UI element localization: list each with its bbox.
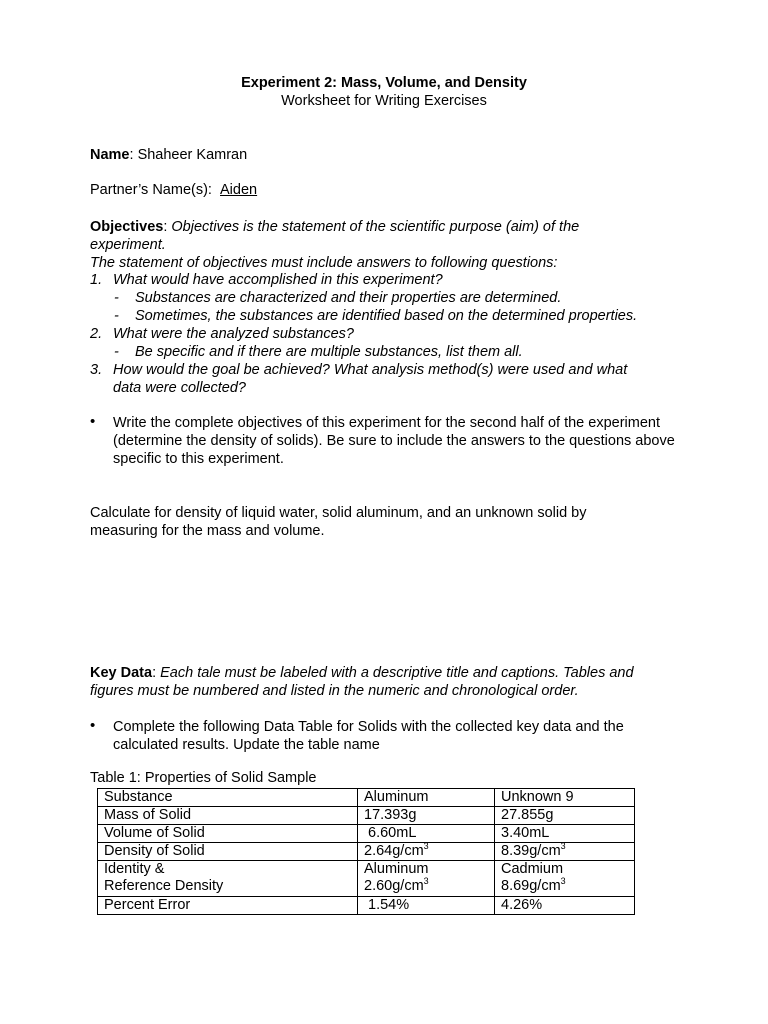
unit-superscript: 3 bbox=[560, 876, 566, 887]
answer-line2: measuring for the mass and volume. bbox=[90, 523, 325, 539]
table-cell: Aluminum bbox=[358, 789, 495, 807]
question-2-sub-1: Be specific and if there are multiple substances, list them all. bbox=[135, 344, 523, 360]
keydata-separator: : bbox=[152, 665, 161, 681]
keydata-text-line2: figures must be numbered and listed in the numeric and chronological order. bbox=[90, 683, 579, 699]
cell-line: Aluminum bbox=[364, 861, 429, 877]
table-cell: 27.855g bbox=[495, 807, 635, 825]
question-2-dash-1: - bbox=[114, 344, 119, 360]
question-1-sub-1: Substances are characterized and their properties are determined. bbox=[135, 290, 562, 306]
table-cell bbox=[358, 843, 495, 861]
unit-superscript: 3 bbox=[423, 841, 429, 852]
keydata-text-line1: Each tale must be labeled with a descriptive title and captions. Tables and bbox=[160, 665, 634, 681]
question-3-number: 3. bbox=[90, 362, 103, 378]
table-row bbox=[98, 843, 635, 861]
table-cell: 17.393g bbox=[358, 807, 495, 825]
table-cell: Substance bbox=[98, 789, 358, 807]
question-1-sub-2: Sometimes, the substances are identified based on the determined properties. bbox=[135, 308, 638, 324]
objectives-text-line1: Objectives is the statement of the scientific purpose (aim) of the bbox=[171, 219, 580, 235]
objectives-label: Objectives bbox=[90, 219, 164, 235]
table-cell: 3.40mL bbox=[495, 825, 635, 843]
table-cell: 6.60mL bbox=[358, 825, 495, 843]
solids-data-table bbox=[97, 788, 635, 915]
keydata-label: Key Data bbox=[90, 665, 153, 681]
bullet-objectives-text: Write the complete objectives of this experiment for the second half of the experiment (determine the density of solids). Be sure to include the answers to the questions above specific to this experiment. bbox=[113, 415, 675, 467]
table-cell bbox=[98, 861, 358, 897]
objectives-text-line3: The statement of objectives must include answers to following questions: bbox=[90, 255, 558, 271]
objectives-line1 bbox=[90, 218, 579, 236]
question-2-number: 2. bbox=[90, 326, 103, 342]
density-value: 8.39g/cm bbox=[501, 843, 561, 859]
table-cell: 1.54% bbox=[358, 897, 495, 915]
bullet-dot-icon: • bbox=[90, 717, 96, 734]
name-value: Shaheer Kamran bbox=[137, 147, 248, 163]
cell-line bbox=[501, 878, 628, 895]
cell-line: Identity & bbox=[104, 861, 165, 877]
table-row bbox=[98, 825, 635, 843]
unit-superscript: 3 bbox=[560, 841, 566, 852]
partner-label: Partner’s Name(s): bbox=[90, 182, 212, 198]
cell-line: Cadmium bbox=[501, 861, 564, 877]
document-title: Experiment 2: Mass, Volume, and Density bbox=[241, 75, 527, 91]
table-cell: 4.26% bbox=[495, 897, 635, 915]
partner-value: Aiden bbox=[220, 182, 258, 198]
density-value: 2.64g/cm bbox=[364, 843, 424, 859]
table-caption: Table 1: Properties of Solid Sample bbox=[90, 770, 317, 786]
bullet-table-text: Complete the following Data Table for Solids with the collected key data and the calculated results. Update the table name bbox=[113, 719, 624, 753]
table-cell: Volume of Solid bbox=[98, 825, 358, 843]
table-cell bbox=[358, 861, 495, 897]
table-cell: Mass of Solid bbox=[98, 807, 358, 825]
unit-superscript: 3 bbox=[423, 876, 429, 887]
question-1-text: What would have accomplished in this experiment? bbox=[113, 272, 443, 288]
question-2-text: What were the analyzed substances? bbox=[113, 326, 354, 342]
table-cell: Percent Error bbox=[98, 897, 358, 915]
table-row bbox=[98, 807, 635, 825]
document-subtitle: Worksheet for Writing Exercises bbox=[281, 93, 487, 109]
name-line bbox=[90, 147, 247, 163]
question-1-dash-2: - bbox=[114, 308, 119, 324]
cell-line bbox=[364, 878, 488, 895]
question-3-text-line1: How would the goal be achieved? What analysis method(s) were used and what bbox=[113, 362, 628, 378]
table-row bbox=[98, 789, 635, 807]
keydata-line1 bbox=[90, 664, 634, 682]
name-label: Name bbox=[90, 147, 130, 163]
objectives-separator: : bbox=[163, 219, 172, 235]
table-cell bbox=[495, 861, 635, 897]
name-separator: : bbox=[129, 147, 138, 163]
table-cell bbox=[495, 843, 635, 861]
bullet-dot-icon: • bbox=[90, 413, 96, 430]
objectives-text-line2: experiment. bbox=[90, 237, 166, 253]
question-1-number: 1. bbox=[90, 272, 103, 288]
partner-line bbox=[90, 182, 257, 198]
density-value: 8.69g/cm bbox=[501, 878, 561, 894]
question-1-dash-1: - bbox=[114, 290, 119, 306]
cell-line: Reference Density bbox=[104, 878, 224, 894]
density-value: 2.60g/cm bbox=[364, 878, 424, 894]
table-row bbox=[98, 861, 635, 897]
question-3-text-line2: data were collected? bbox=[113, 380, 246, 396]
table-cell: Unknown 9 bbox=[495, 789, 635, 807]
table-cell: Density of Solid bbox=[98, 843, 358, 861]
table-row bbox=[98, 897, 635, 915]
answer-line1: Calculate for density of liquid water, solid aluminum, and an unknown solid by bbox=[90, 505, 587, 521]
